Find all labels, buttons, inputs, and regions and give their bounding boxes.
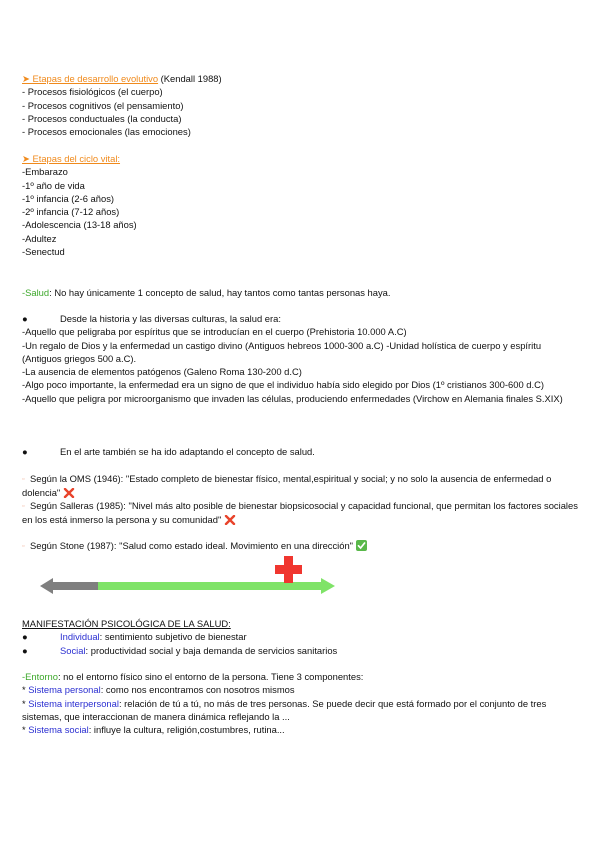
etapas-desarrollo-heading xyxy=(22,72,582,85)
list-item: - Procesos conductuales (la conducta) xyxy=(22,112,182,124)
square-marker-icon: ▫ xyxy=(22,503,25,510)
entorno-item-text: : relación de tú a tú, no más de tres personas. Se puede decir que está formado por el conjunto de tres sistemas, que interaccionan de manera dinámica reflejando la ... xyxy=(22,697,547,722)
definicion-salleras xyxy=(22,499,582,527)
list-item: -Adolescencia (13-18 años) xyxy=(22,219,137,231)
entorno-term: Entorno xyxy=(25,671,58,682)
entorno-prefix: - xyxy=(22,671,26,682)
ciclo-vital-title: ➤ Etapas del ciclo vital: xyxy=(22,153,121,164)
cross-mark-icon xyxy=(224,515,236,525)
etapas-desarrollo-author: (Kendall 1988) xyxy=(158,73,222,84)
red-cross-icon xyxy=(275,556,302,583)
list-item: - Procesos emocionales (las emociones) xyxy=(22,126,191,138)
entorno-item-prefix: * xyxy=(22,724,29,736)
list-item: -Adultez xyxy=(22,232,57,244)
entorno-item-prefix: * xyxy=(22,684,29,696)
historia-section xyxy=(22,312,582,405)
manifestacion-term: Individual xyxy=(60,631,100,643)
list-item: -1º año de vida xyxy=(22,179,85,191)
bullet-icon: ● xyxy=(22,313,28,324)
definicion-oms xyxy=(22,472,582,500)
definicion-text: Según Stone (1987): "Salud como estado ideal. Movimiento en una dirección" xyxy=(30,540,353,551)
manifestacion-title: MANIFESTACIÓN PSICOLÓGICA DE LA SALUD: xyxy=(22,618,231,629)
entorno-item-term: Sistema personal xyxy=(28,684,101,696)
ciclo-vital-section xyxy=(22,152,582,258)
etapas-desarrollo-title: ➤ Etapas de desarrollo evolutivo xyxy=(22,73,159,84)
square-marker-icon: ▫ xyxy=(22,476,25,483)
definicion-text: Según la OMS (1946): "Estado completo de bienestar físico, mental,espiritual y social; y no solo la ausencia de enfermedad o dolencia" xyxy=(22,473,552,499)
entorno-section xyxy=(22,670,582,736)
entorno-item-text: : como nos encontramos con nosotros mismos xyxy=(100,684,295,696)
entorno-item-term: Sistema social xyxy=(28,724,89,736)
salud-prefix: - xyxy=(22,287,26,298)
entorno-item-text: : influye la cultura, religión,costumbres, rutina... xyxy=(88,724,285,736)
list-item: -Un regalo de Dios y la enfermedad un castigo divino (Antiguos hebreos 1000-300 a.C) -Unidad holística de cuerpo y espíritu (Antiguos griegos 500 a.C). xyxy=(22,339,542,364)
list-item: -Embarazo xyxy=(22,166,68,178)
entorno-text: : no el entorno físico sino el entorno de la persona. Tiene 3 componentes: xyxy=(57,671,364,682)
list-item: -1º infancia (2-6 años) xyxy=(22,192,115,204)
square-marker-icon: ▫ xyxy=(22,543,25,550)
manifestacion-text: : sentimiento subjetivo de bienestar xyxy=(99,631,247,643)
entorno-item-term: Sistema interpersonal xyxy=(28,697,119,709)
list-item: -Aquello que peligraba por espíritus que se introducían en el cuerpo (Prehistoria 10.000 A.C) xyxy=(22,326,407,338)
check-mark-icon xyxy=(356,540,367,551)
list-item: -Algo poco importante, la enfermedad era un signo de que el individuo había sido elegido por Dios (1º cristianos 300-600 d.C) xyxy=(22,379,544,391)
salud-paragraph xyxy=(22,286,582,299)
list-item: -Senectud xyxy=(22,246,65,258)
arte-paragraph xyxy=(22,445,582,458)
manifestacion-section xyxy=(22,617,582,657)
bullet-icon: ● xyxy=(22,631,28,643)
bullet-icon: ● xyxy=(22,644,28,656)
historia-intro: Desde la historia y las diversas culturas, la salud era: xyxy=(60,313,281,324)
salud-term: Salud xyxy=(25,287,50,298)
manifestacion-term: Social xyxy=(60,644,86,656)
salud-text: : No hay únicamente 1 concepto de salud, hay tantos como tantas personas haya. xyxy=(49,287,391,298)
list-item: - Procesos fisiológicos (el cuerpo) xyxy=(22,86,163,98)
cross-mark-icon xyxy=(63,488,75,498)
green-arrow xyxy=(98,578,335,594)
arte-text: En el arte también se ha ido adaptando el concepto de salud. xyxy=(60,446,315,457)
health-continuum-diagram xyxy=(38,556,338,598)
bullet-icon: ● xyxy=(22,446,28,457)
list-item: -Aquello que peligra por microorganismo que invaden las células, produciendo enfermedades (Virchow en Alemania finales S.XIX) xyxy=(22,392,563,404)
definicion-stone xyxy=(22,539,582,553)
gray-arrow xyxy=(40,578,98,594)
list-item: -2º infancia (7-12 años) xyxy=(22,206,120,218)
definicion-text: Según Salleras (1985): "Nivel más alto posible de bienestar biopsicosocial y capacidad funcional, que permitan los factores sociales en los está inmerso la persona y su comunidad" xyxy=(22,500,578,526)
entorno-item-prefix: * xyxy=(22,697,29,709)
etapas-desarrollo-section xyxy=(22,72,582,138)
list-item: -La ausencia de elementos patógenos (Galeno Roma 130-200 d.C) xyxy=(22,366,302,378)
manifestacion-text: : productividad social y baja demanda de servicios sanitarios xyxy=(85,644,338,656)
list-item: - Procesos cognitivos (el pensamiento) xyxy=(22,99,184,111)
